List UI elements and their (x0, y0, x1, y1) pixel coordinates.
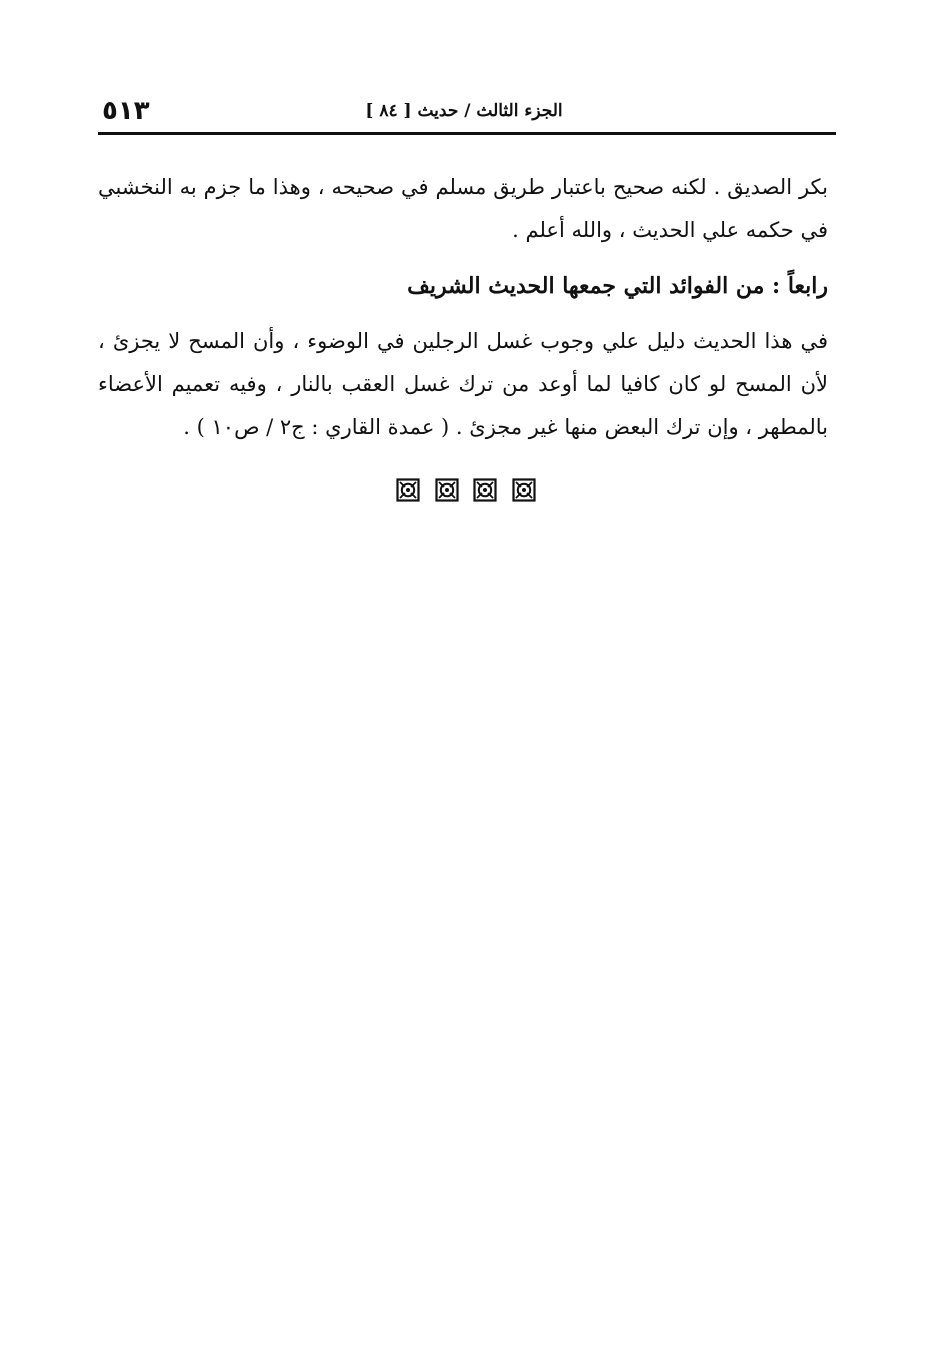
section-heading: رابعاً : من الفوائد التي جمعها الحديث الشريف (407, 273, 828, 299)
square-knot-ornament-icon (396, 478, 420, 502)
page-number: ٥١٣ (102, 96, 150, 126)
body-paragraph: في هذا الحديث دليل علي وجوب غسل الرجلين في الوضوء ، وأن المسح لا يجزئ ، لأن المسح لو كان كافيا لما أوعد من ترك غسل العقب بالنار ، وفيه تعميم الأعضاء بالمطهر ، وإن ترك البعض منها غير مجزئ . ( عمدة القاري : ج٢ / ص١٠ ) . (98, 329, 828, 439)
header-divider (98, 132, 836, 135)
square-knot-ornament-icon (435, 478, 459, 502)
running-title: الجزء الثالث / حديث [ ٨٤ ] (365, 101, 563, 121)
square-knot-ornament-icon (512, 478, 536, 502)
page-header (98, 90, 836, 132)
square-knot-ornament-icon (473, 478, 497, 502)
section-end-ornaments (396, 478, 536, 504)
body-paragraph: بكر الصديق . لكنه صحيح باعتبار طريق مسلم في صحيحه ، وهذا ما جزم به النخشبي في حكمه علي الحديث ، والله أعلم . (98, 175, 828, 242)
